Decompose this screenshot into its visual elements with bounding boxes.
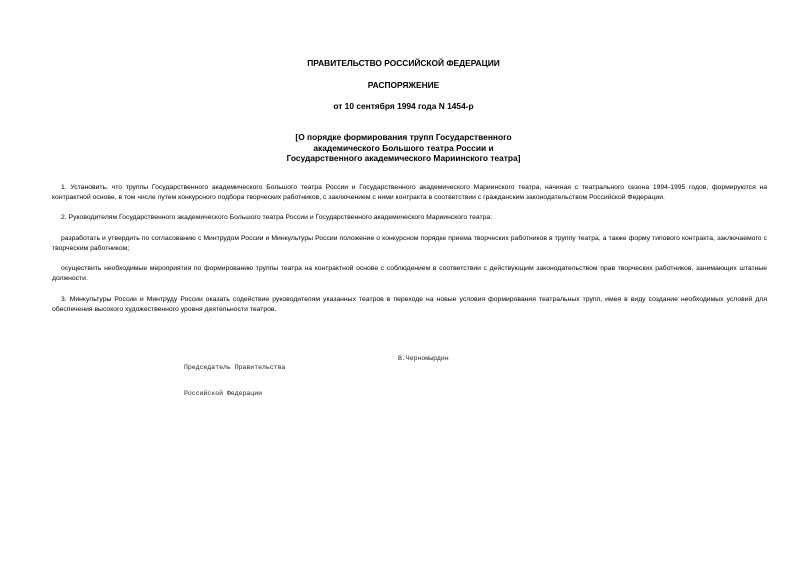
document-title-line: [О порядке формирования трупп Государственного bbox=[295, 132, 512, 142]
paragraph-3: 3. Минкультуры России и Минтруду России оказать содействие руководителям указанных театров в переходе на новые условия формирования театральных трупп, имея в виду создание необходимых условий для обеспечения высокого художественного уровня деятельности театров. bbox=[52, 296, 767, 313]
document-title-line: академического Большого театра России и bbox=[313, 142, 494, 153]
paragraph-2-item-2: осуществить необходимые мероприятия по формированию труппы театра на контрактной основе с соблюдением в соответствии с действующим законодательством прав творческих работников, занимающих штатные должности. bbox=[52, 265, 767, 282]
date-and-number: от 10 сентября 1994 года N 1454-р bbox=[333, 101, 474, 111]
signatory-position-line: Председатель Правительства bbox=[184, 364, 286, 371]
signatory-position bbox=[184, 347, 285, 415]
document-title bbox=[0, 132, 807, 164]
paragraph-1: 1. Установить, что труппы Государственного академического Большого театра России и Государственного академического Мариинского театра, начиная с театрального сезона 1994-1995 годов, формируются на контрактной основе, в том числе путем конкурсного подбора творческих работников, с заключением с ними контракта в соответствии с гражданским законодательством Российской Федерации. bbox=[52, 184, 767, 201]
signatory-name: В.Черномырдин bbox=[398, 355, 449, 362]
document-type: РАСПОРЯЖЕНИЕ bbox=[367, 80, 440, 90]
paragraph-2: 2. Руководителям Государственного академического Большого театра России и Государственного академического Мариинского театра: bbox=[61, 214, 493, 221]
document-title-line: Государственного академического Мариинского театра] bbox=[286, 153, 521, 163]
issuing-authority: ПРАВИТЕЛЬСТВО РОССИЙСКОЙ ФЕДЕРАЦИИ bbox=[307, 58, 500, 68]
paragraph-2-item-1: разработать и утвердить по согласованию с Минтрудом России и Минкультуры России положение о конкурсном порядке приема творческих работников в труппу театра, а также форму типового контракта, заключаемого с творческим работником; bbox=[52, 235, 767, 252]
signatory-position-line: Российской Федерации bbox=[184, 389, 263, 397]
